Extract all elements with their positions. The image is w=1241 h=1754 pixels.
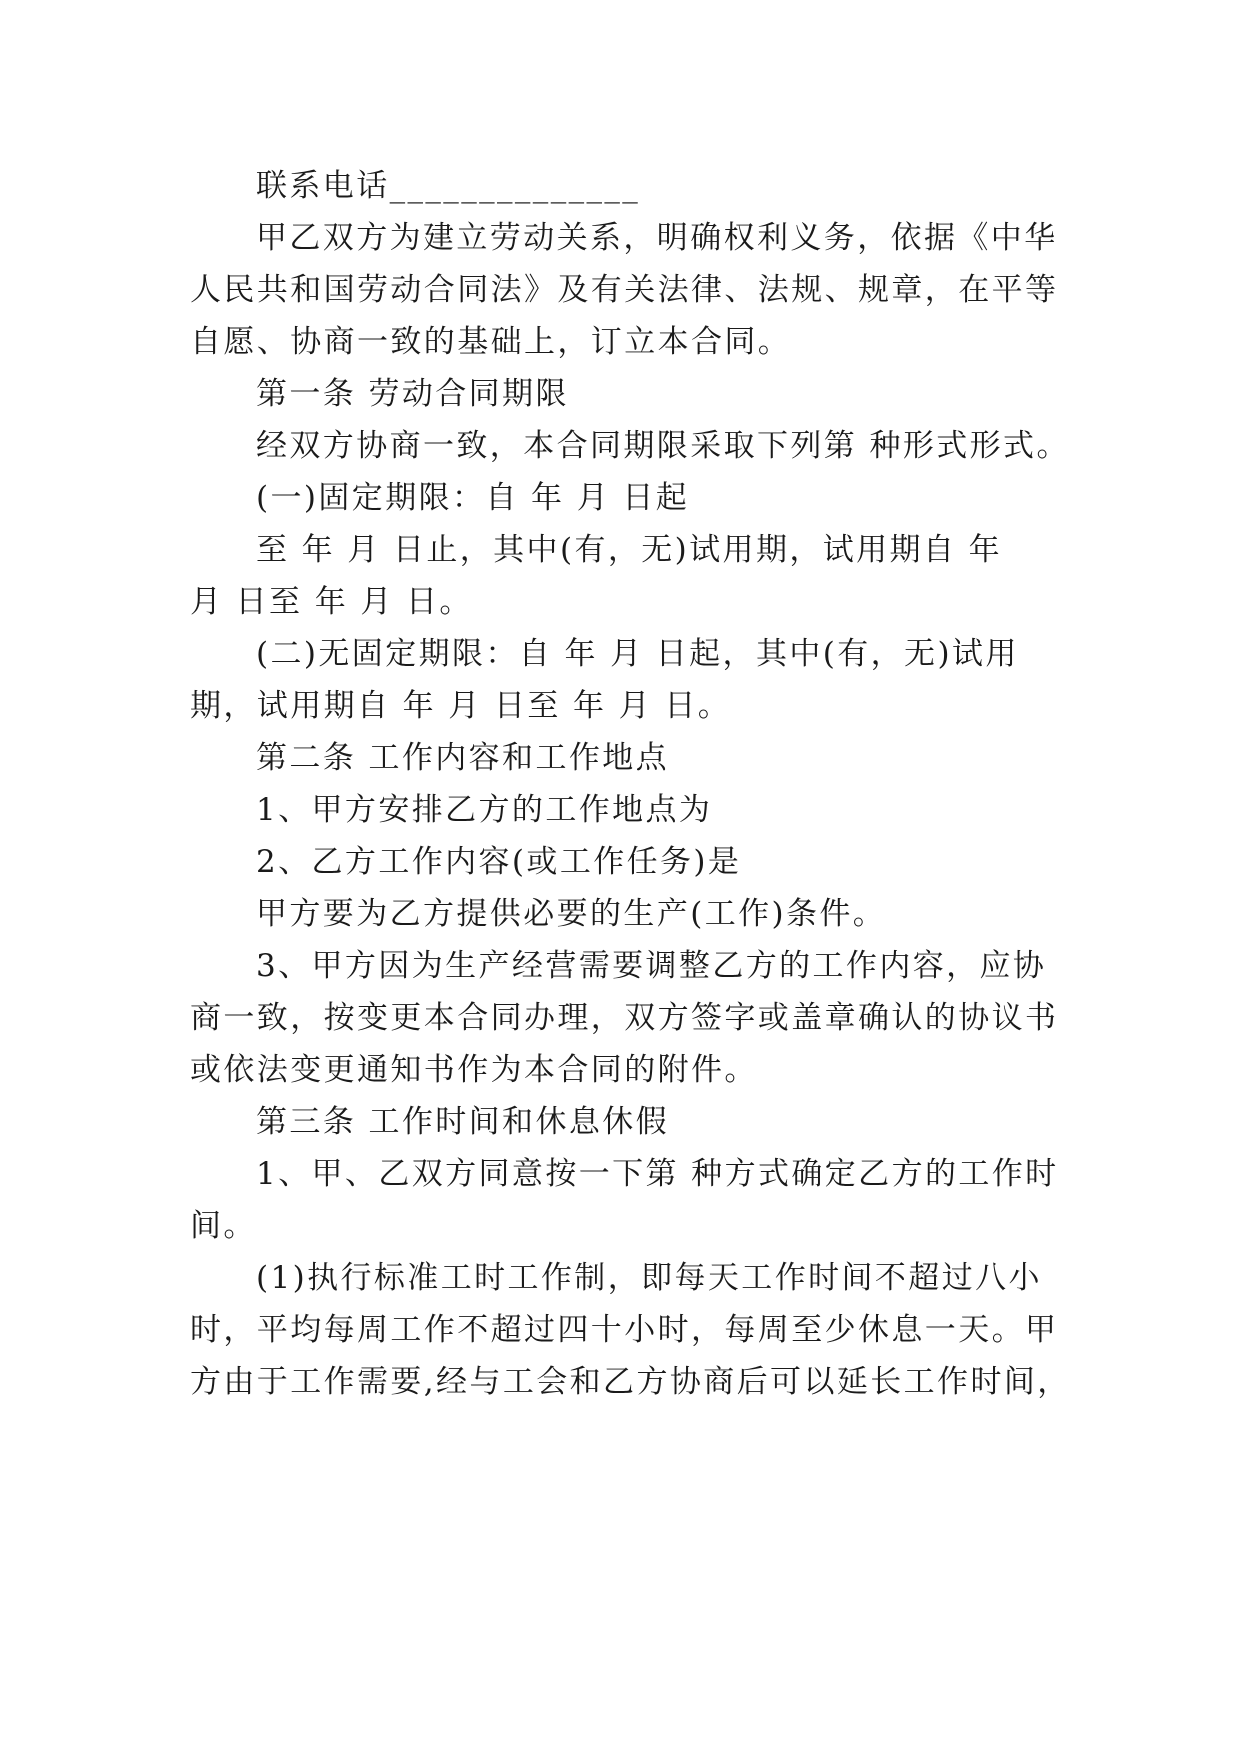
paragraph-line: 间。 — [190, 1208, 257, 1244]
paragraph-line: 2、乙方工作内容(或工作任务)是 — [256, 844, 742, 880]
paragraph-line: 方由于工作需要,经与工会和乙方协商后可以延长工作时间， — [190, 1364, 1071, 1400]
paragraph-line: 期，试用期自 年 月 日至 年 月 日。 — [190, 688, 732, 724]
paragraph-line: 或依法变更通知书作为本合同的附件。 — [190, 1052, 758, 1088]
paragraph-line: 时，平均每周工作不超过四十小时，每周至少休息一天。甲 — [190, 1312, 1059, 1348]
article-heading: 第一条 劳动合同期限 — [256, 376, 569, 412]
paragraph-line: (1)执行标准工时工作制，即每天工作时间不超过八小 — [256, 1260, 1042, 1296]
paragraph-line: 经双方协商一致，本合同期限采取下列第 种形式形式。 — [256, 428, 1070, 464]
paragraph-line: 商一致，按变更本合同办理，双方签字或盖章确认的协议书 — [190, 1000, 1059, 1036]
article-heading: 第三条 工作时间和休息休假 — [256, 1104, 670, 1140]
paragraph-line: 甲乙双方为建立劳动关系，明确权利义务，依据《中华 — [256, 220, 1058, 256]
article-heading: 第二条 工作内容和工作地点 — [256, 740, 670, 776]
paragraph-line: 至 年 月 日止，其中(有，无)试用期，试用期自 年 — [256, 532, 1003, 568]
paragraph-line: 1、甲方安排乙方的工作地点为 — [256, 792, 713, 828]
paragraph-line: (二)无固定期限：自 年 月 日起，其中(有，无)试用 — [256, 636, 1019, 672]
paragraph-line: 月 日至 年 月 日。 — [190, 584, 473, 620]
paragraph-line: 人民共和国劳动合同法》及有关法律、法规、规章，在平等 — [190, 272, 1059, 308]
paragraph-line: 自愿、协商一致的基础上，订立本合同。 — [190, 324, 792, 360]
paragraph-line: (一)固定期限：自 年 月 日起 — [256, 480, 690, 516]
paragraph-line: 甲方要为乙方提供必要的生产(工作)条件。 — [256, 896, 887, 932]
contact-phone-line: 联系电话______________ — [256, 168, 641, 204]
paragraph-line: 3、甲方因为生产经营需要调整乙方的工作内容，应协 — [256, 948, 1047, 984]
paragraph-line: 1、甲、乙双方同意按一下第 种方式确定乙方的工作时 — [256, 1156, 1059, 1192]
